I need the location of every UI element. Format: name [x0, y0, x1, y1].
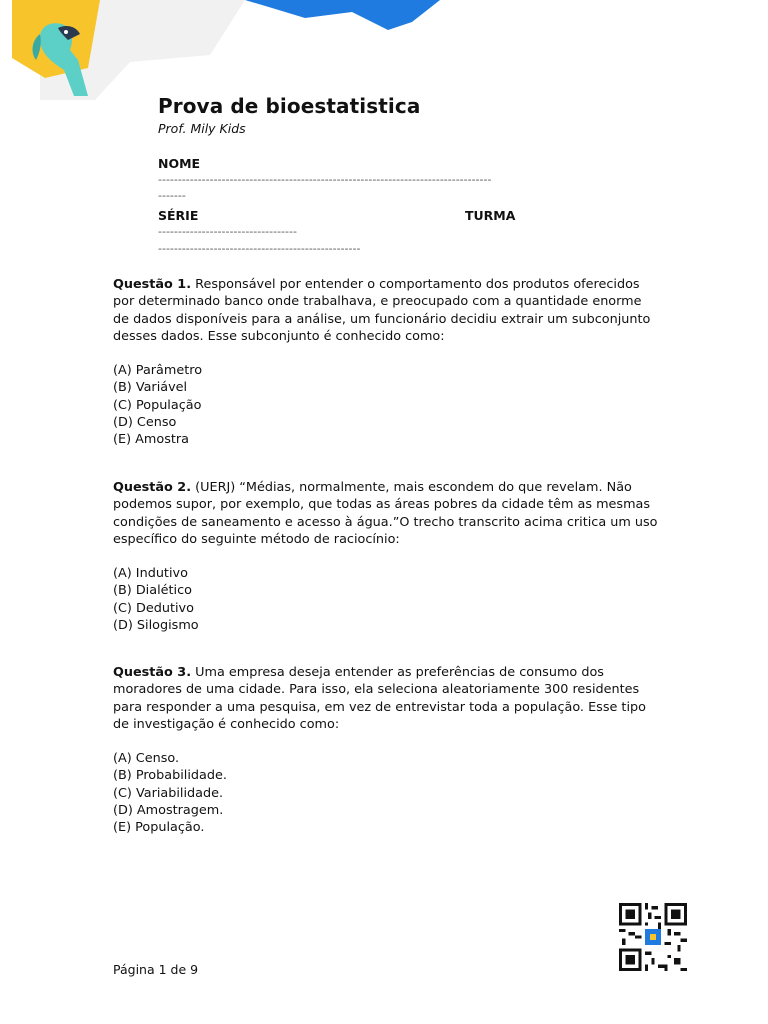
- question-number: Questão 1.: [113, 277, 192, 292]
- question-2: [113, 479, 658, 634]
- question-3: [113, 664, 658, 837]
- option-e: (E) Amostra: [113, 432, 189, 448]
- question-1: [113, 276, 658, 449]
- option-c: (C) Variabilidade.: [113, 785, 224, 801]
- turma-line: ---------------------------------------------------: [158, 242, 361, 255]
- nome-line-continuation: -------: [158, 189, 186, 202]
- serie-line: -----------------------------------: [158, 225, 297, 238]
- header-decoration: [0, 0, 768, 100]
- qr-code-icon: [619, 903, 687, 971]
- page-number: Página 1 de 9: [113, 962, 199, 977]
- document-subtitle: Prof. Mily Kids: [158, 121, 246, 136]
- nome-line: ------------------------------------------------------------------------------------: [158, 173, 492, 186]
- question-number: Questão 2.: [113, 480, 192, 495]
- option-d: (D) Silogismo: [113, 618, 199, 634]
- blue-shape: [245, 0, 440, 30]
- option-e: (E) População.: [113, 820, 205, 836]
- nome-label: NOME: [158, 156, 201, 171]
- question-text: (UERJ) “Médias, normalmente, mais escondem do que revelam. Não podemos supor, por exemplo, que todas as áreas pobres da cidade têm as mesmas condições de saneamento e acesso à água.”O trecho transcrito acima critica um uso específico do seguinte método de raciocínio:: [113, 480, 658, 547]
- option-c: (C) Dedutivo: [113, 600, 194, 616]
- option-a: (A) Parâmetro: [113, 363, 203, 379]
- option-b: (B) Variável: [113, 380, 188, 396]
- option-d: (D) Amostragem.: [113, 803, 224, 819]
- turma-label: TURMA: [465, 208, 516, 223]
- serie-label: SÉRIE: [158, 208, 199, 223]
- document-title: Prova de bioestatistica: [158, 94, 421, 118]
- question-number: Questão 3.: [113, 665, 192, 680]
- option-d: (D) Censo: [113, 415, 177, 431]
- option-c: (C) População: [113, 397, 202, 413]
- option-b: (B) Dialético: [113, 583, 192, 599]
- question-text: Uma empresa deseja entender as preferências de consumo dos moradores de uma cidade. Para isso, ela seleciona aleatoriamente 300 residentes para responder a uma pesquisa, em vez de entrevistar toda a população. Esse tipo de investigação é conhecido como:: [113, 665, 646, 732]
- option-a: (A) Censo.: [113, 751, 180, 767]
- option-a: (A) Indutivo: [113, 566, 188, 582]
- option-b: (B) Probabilidade.: [113, 768, 227, 784]
- question-text: Responsável por entender o comportamento dos produtos oferecidos por determinado banco onde trabalhava, e preocupado com a quantidade enorme de dados disponíveis para a análise, um funcionário decidiu extrair um subconjunto desses dados. Esse subconjunto é conhecido como:: [113, 277, 651, 344]
